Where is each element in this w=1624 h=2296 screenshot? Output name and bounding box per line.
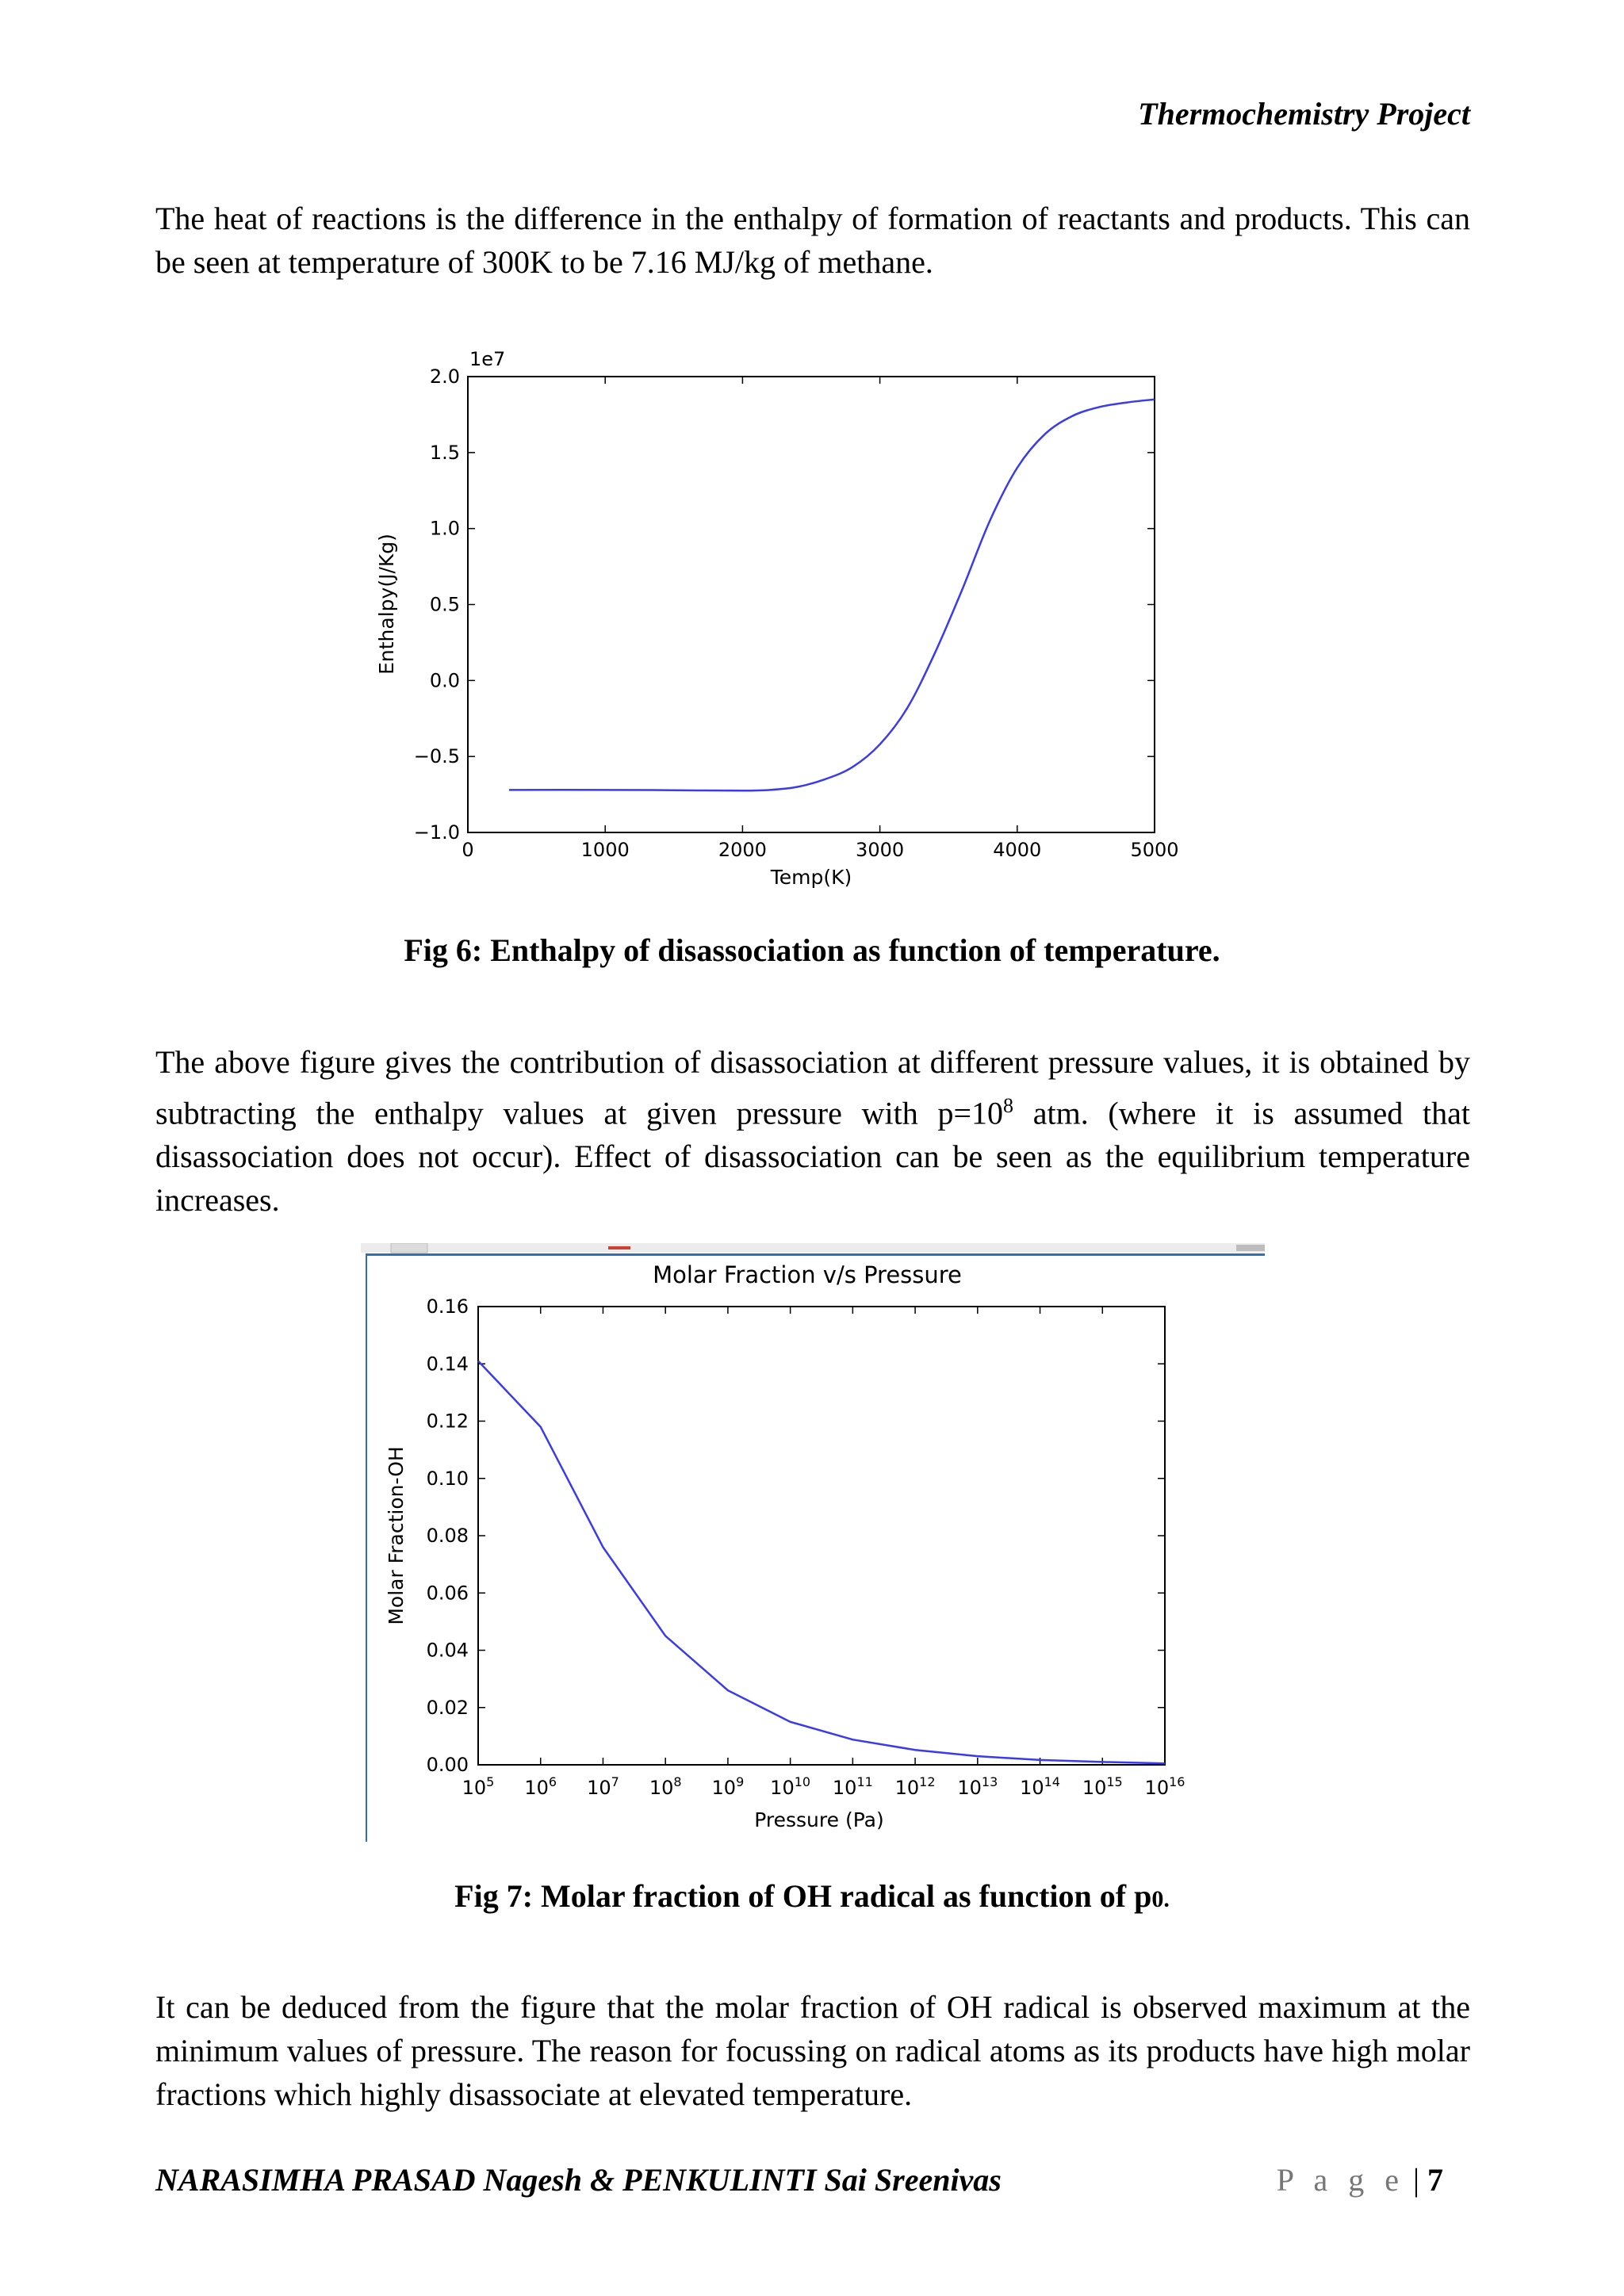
x-axis-label: Temp(K) [770, 866, 852, 889]
page-separator: | [1404, 2162, 1427, 2198]
window-accent-line [367, 1253, 1265, 1256]
x-tick-label: 4000 [993, 839, 1042, 861]
x-tick-label [524, 1774, 557, 1799]
x-tick-base: 10 [1144, 1777, 1170, 1799]
x-tick-exponent: 15 [1106, 1774, 1123, 1789]
x-tick-label [770, 1774, 810, 1799]
molar-fraction-series-line [478, 1361, 1165, 1764]
figure-7-caption-subscript: 0. [1151, 1886, 1170, 1912]
x-tick-base: 10 [832, 1777, 857, 1799]
x-tick-exponent: 8 [673, 1774, 682, 1789]
y-tick-label: 1.5 [429, 441, 460, 464]
x-tick-exponent: 16 [1169, 1774, 1185, 1789]
page-word: P a g e [1276, 2162, 1405, 2198]
y-tick-label: 0.00 [426, 1754, 469, 1776]
x-tick-base: 10 [894, 1777, 920, 1799]
x-tick-base: 10 [1020, 1777, 1044, 1799]
x-tick-exponent: 14 [1044, 1774, 1060, 1789]
x-tick-label: 2000 [718, 839, 767, 861]
y-tick-label: 0.16 [426, 1295, 469, 1318]
paragraph-conclusion: It can be deduced from the figure that the molar fraction of OH radical is observed maximum at the minimum values of pressure. The reason for focussing on radical atoms as its products have high molar fractions which highly disassociate at elevated temperature. [155, 1989, 1470, 2112]
toolbar-gray-mark [1236, 1245, 1265, 1251]
y-tick-label: 0.02 [426, 1696, 469, 1719]
offset-label: 1e7 [469, 348, 506, 370]
y-tick-label: 0.14 [426, 1353, 469, 1376]
x-tick-exponent: 6 [548, 1774, 557, 1789]
y-tick-label: −1.0 [413, 821, 460, 844]
plot-frame [468, 377, 1155, 832]
y-axis-label: Enthalpy(J/Kg) [375, 534, 398, 675]
x-tick-label [462, 1774, 495, 1799]
x-tick-label [833, 1774, 873, 1799]
paragraph-disassociation-rest: atm. (where it is assumed that disassociation does not occur). Effect of disassociation can be seen as the equilibrium temperature increases. [155, 1095, 1470, 1219]
exponent: 8 [1003, 1094, 1013, 1117]
x-tick-exponent: 11 [856, 1774, 873, 1789]
paragraph-disassociation [155, 1040, 1470, 1222]
x-tick-exponent: 7 [611, 1774, 619, 1789]
window-toolbar-strip [361, 1243, 1265, 1253]
y-tick-label: 0.0 [429, 669, 460, 692]
x-tick-exponent: 12 [919, 1774, 936, 1789]
running-header: Thermochemistry Project [1138, 96, 1470, 132]
x-tick-base: 10 [711, 1777, 737, 1799]
x-tick-base: 10 [649, 1777, 674, 1799]
y-axis-label: Molar Fraction-OH [385, 1446, 408, 1625]
x-tick-label: 3000 [856, 839, 905, 861]
x-tick-exponent: 5 [486, 1774, 495, 1789]
x-tick-base: 10 [462, 1777, 487, 1799]
chart-title: Molar Fraction v/s Pressure [653, 1261, 962, 1288]
y-tick-label: 0.04 [426, 1639, 469, 1662]
y-tick-label: 0.08 [426, 1525, 469, 1547]
y-tick-label: 2.0 [429, 365, 460, 388]
x-tick-base: 10 [587, 1777, 611, 1799]
x-tick-base: 10 [957, 1777, 982, 1799]
x-tick-label [649, 1774, 682, 1799]
x-tick-label [895, 1774, 936, 1799]
x-tick-exponent: 9 [736, 1774, 745, 1789]
enthalpy-temperature-chart [365, 337, 1189, 900]
x-tick-base: 10 [524, 1777, 549, 1799]
figure-6-caption: Fig 6: Enthalpy of disassociation as function of temperature. [404, 932, 1220, 968]
x-axis-label: Pressure (Pa) [754, 1808, 884, 1831]
y-tick-label: 0.10 [426, 1467, 469, 1490]
y-tick-label: −0.5 [413, 745, 460, 768]
x-tick-label [587, 1774, 619, 1799]
y-tick-label: 0.5 [429, 593, 460, 616]
paragraph-disassociation-text: The above figure gives the contribution of disassociation at different pressure values, it is obtained by subtracting the enthalpy values at given pressure with p=10 [155, 1044, 1470, 1131]
window-left-border [366, 1253, 367, 1842]
x-tick-base: 10 [770, 1777, 795, 1799]
x-tick-label: 5000 [1130, 839, 1179, 861]
x-tick-base: 10 [1082, 1777, 1107, 1799]
x-tick-exponent: 10 [794, 1774, 811, 1789]
molar-fraction-pressure-chart [361, 1243, 1265, 1842]
y-tick-label: 1.0 [429, 517, 460, 540]
x-tick-label [1145, 1774, 1185, 1799]
figure-7-caption-text: Fig 7: Molar fraction of OH radical as function of p [454, 1878, 1152, 1914]
x-tick-label [1082, 1774, 1123, 1799]
paragraph-heat-of-reactions: The heat of reactions is the difference in the enthalpy of formation of reactants and products. This can be seen at temperature of 300K to be 7.16 MJ/kg of methane. [155, 201, 1470, 280]
page-number: 7 [1427, 2162, 1443, 2198]
footer-authors: NARASIMHA PRASAD Nagesh & PENKULINTI Sai Sreenivas [155, 2162, 1002, 2198]
x-tick-exponent: 13 [981, 1774, 998, 1789]
y-tick-label: 0.12 [426, 1410, 469, 1433]
enthalpy-series-line [509, 400, 1155, 791]
plot-frame [478, 1307, 1165, 1765]
figure-7-caption [0, 1877, 1624, 1915]
x-tick-label [957, 1774, 998, 1799]
x-tick-label [712, 1774, 745, 1799]
y-tick-label: 0.06 [426, 1582, 469, 1605]
toolbar-red-mark [608, 1246, 630, 1249]
x-tick-label [1020, 1774, 1060, 1799]
x-tick-label: 1000 [580, 839, 630, 861]
toolbar-dropdown-icon [391, 1243, 427, 1253]
footer-page-number [1277, 2161, 1443, 2198]
x-tick-label: 0 [462, 839, 474, 861]
